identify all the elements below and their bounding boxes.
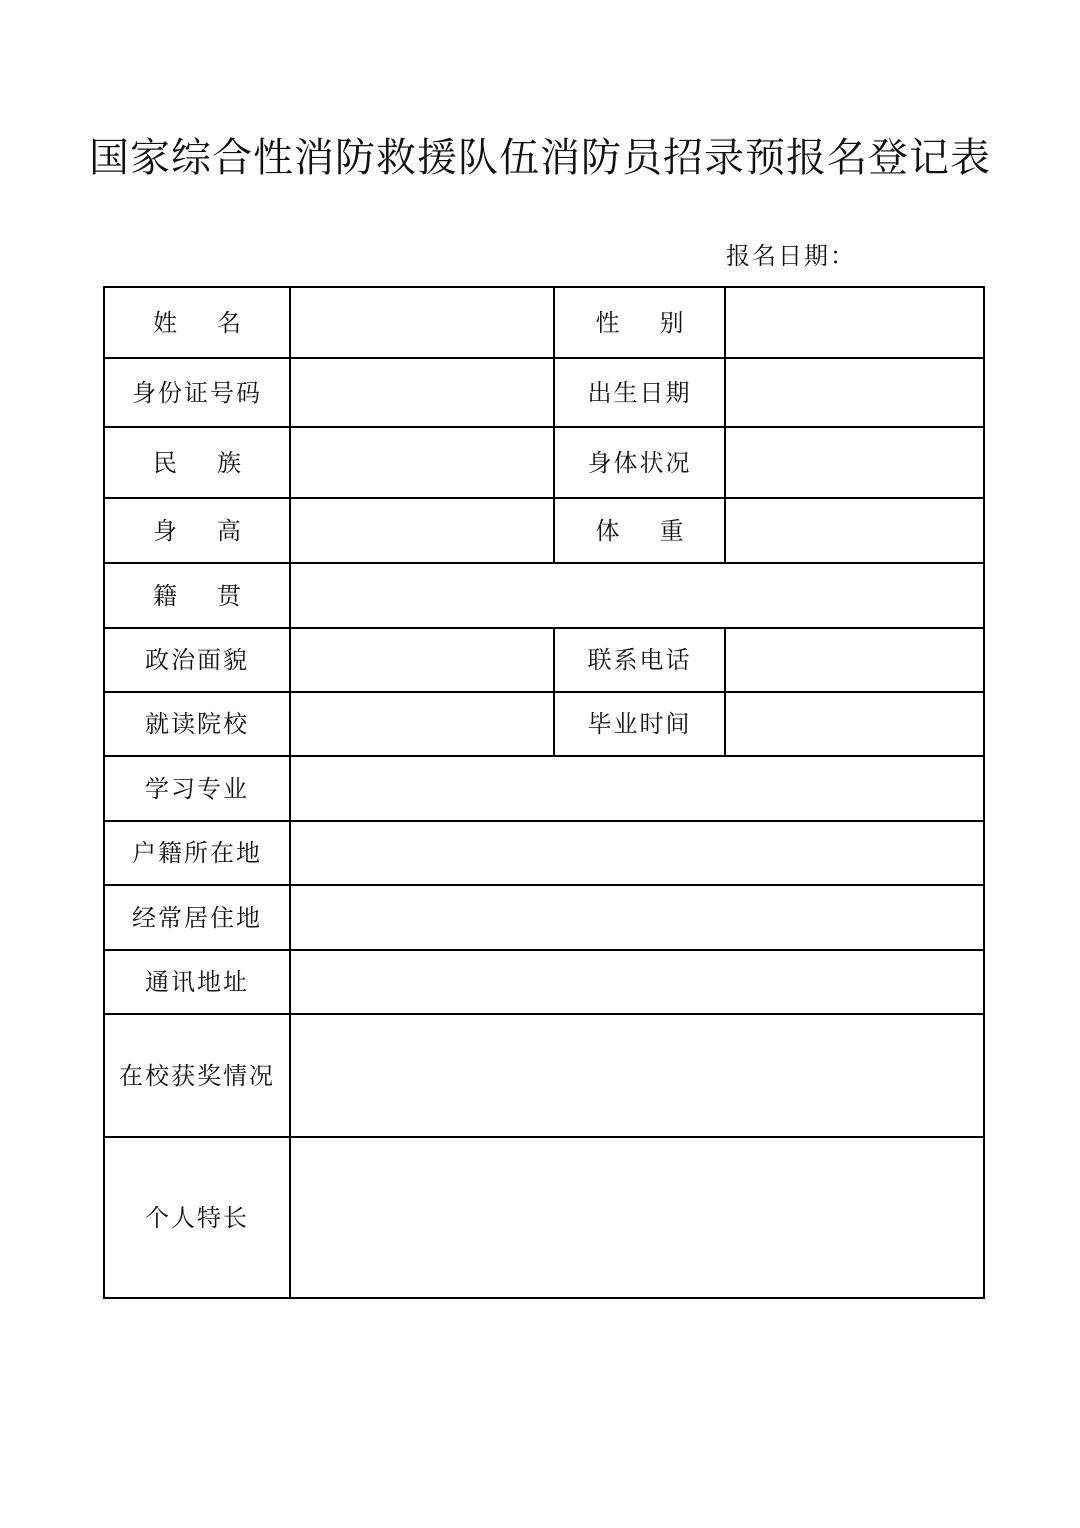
form-row-id-birth [104,358,984,427]
household-registration-field[interactable] [290,821,984,885]
weight-field[interactable] [725,498,984,563]
school-field[interactable] [290,692,554,756]
page-title: 国家综合性消防救援队伍消防员招录预报名登记表 [89,135,991,181]
native-place-label: 籍贯 [104,563,290,628]
form-row-native-place [104,563,984,628]
registration-form-table [103,286,985,1299]
form-row-specialties [104,1137,984,1298]
phone-field[interactable] [725,628,984,692]
household-registration-label: 户籍所在地 [104,821,290,885]
gender-field[interactable] [725,287,984,358]
form-row-ethnicity-health [104,427,984,498]
height-field[interactable] [290,498,554,563]
mailing-address-label: 通讯地址 [104,950,290,1014]
major-label: 学习专业 [104,756,290,821]
form-row-awards [104,1014,984,1137]
form-row-name-gender [104,287,984,358]
health-field[interactable] [725,427,984,498]
birth-date-label: 出生日期 [554,358,725,427]
id-number-label: 身份证号码 [104,358,290,427]
ethnicity-label: 民族 [104,427,290,498]
name-field[interactable] [290,287,554,358]
weight-label: 体重 [554,498,725,563]
native-place-field[interactable] [290,563,984,628]
graduation-time-field[interactable] [725,692,984,756]
specialties-label: 个人特长 [104,1137,290,1298]
form-row-school-graduation [104,692,984,756]
name-label: 姓名 [104,287,290,358]
phone-label: 联系电话 [554,628,725,692]
graduation-time-label: 毕业时间 [554,692,725,756]
registration-date-label: 报名日期： [726,242,856,270]
political-status-label: 政治面貌 [104,628,290,692]
specialties-field[interactable] [290,1137,984,1298]
health-label: 身体状况 [554,427,725,498]
birth-date-field[interactable] [725,358,984,427]
major-field[interactable] [290,756,984,821]
form-row-residence [104,885,984,950]
school-label: 就读院校 [104,692,290,756]
id-number-field[interactable] [290,358,554,427]
residence-label: 经常居住地 [104,885,290,950]
form-row-mailing-address [104,950,984,1014]
residence-field[interactable] [290,885,984,950]
form-row-household-registration [104,821,984,885]
form-row-political-phone [104,628,984,692]
height-label: 身高 [104,498,290,563]
awards-label: 在校获奖情况 [104,1014,290,1137]
ethnicity-field[interactable] [290,427,554,498]
awards-field[interactable] [290,1014,984,1137]
gender-label: 性别 [554,287,725,358]
political-status-field[interactable] [290,628,554,692]
form-row-major [104,756,984,821]
form-row-height-weight [104,498,984,563]
mailing-address-field[interactable] [290,950,984,1014]
